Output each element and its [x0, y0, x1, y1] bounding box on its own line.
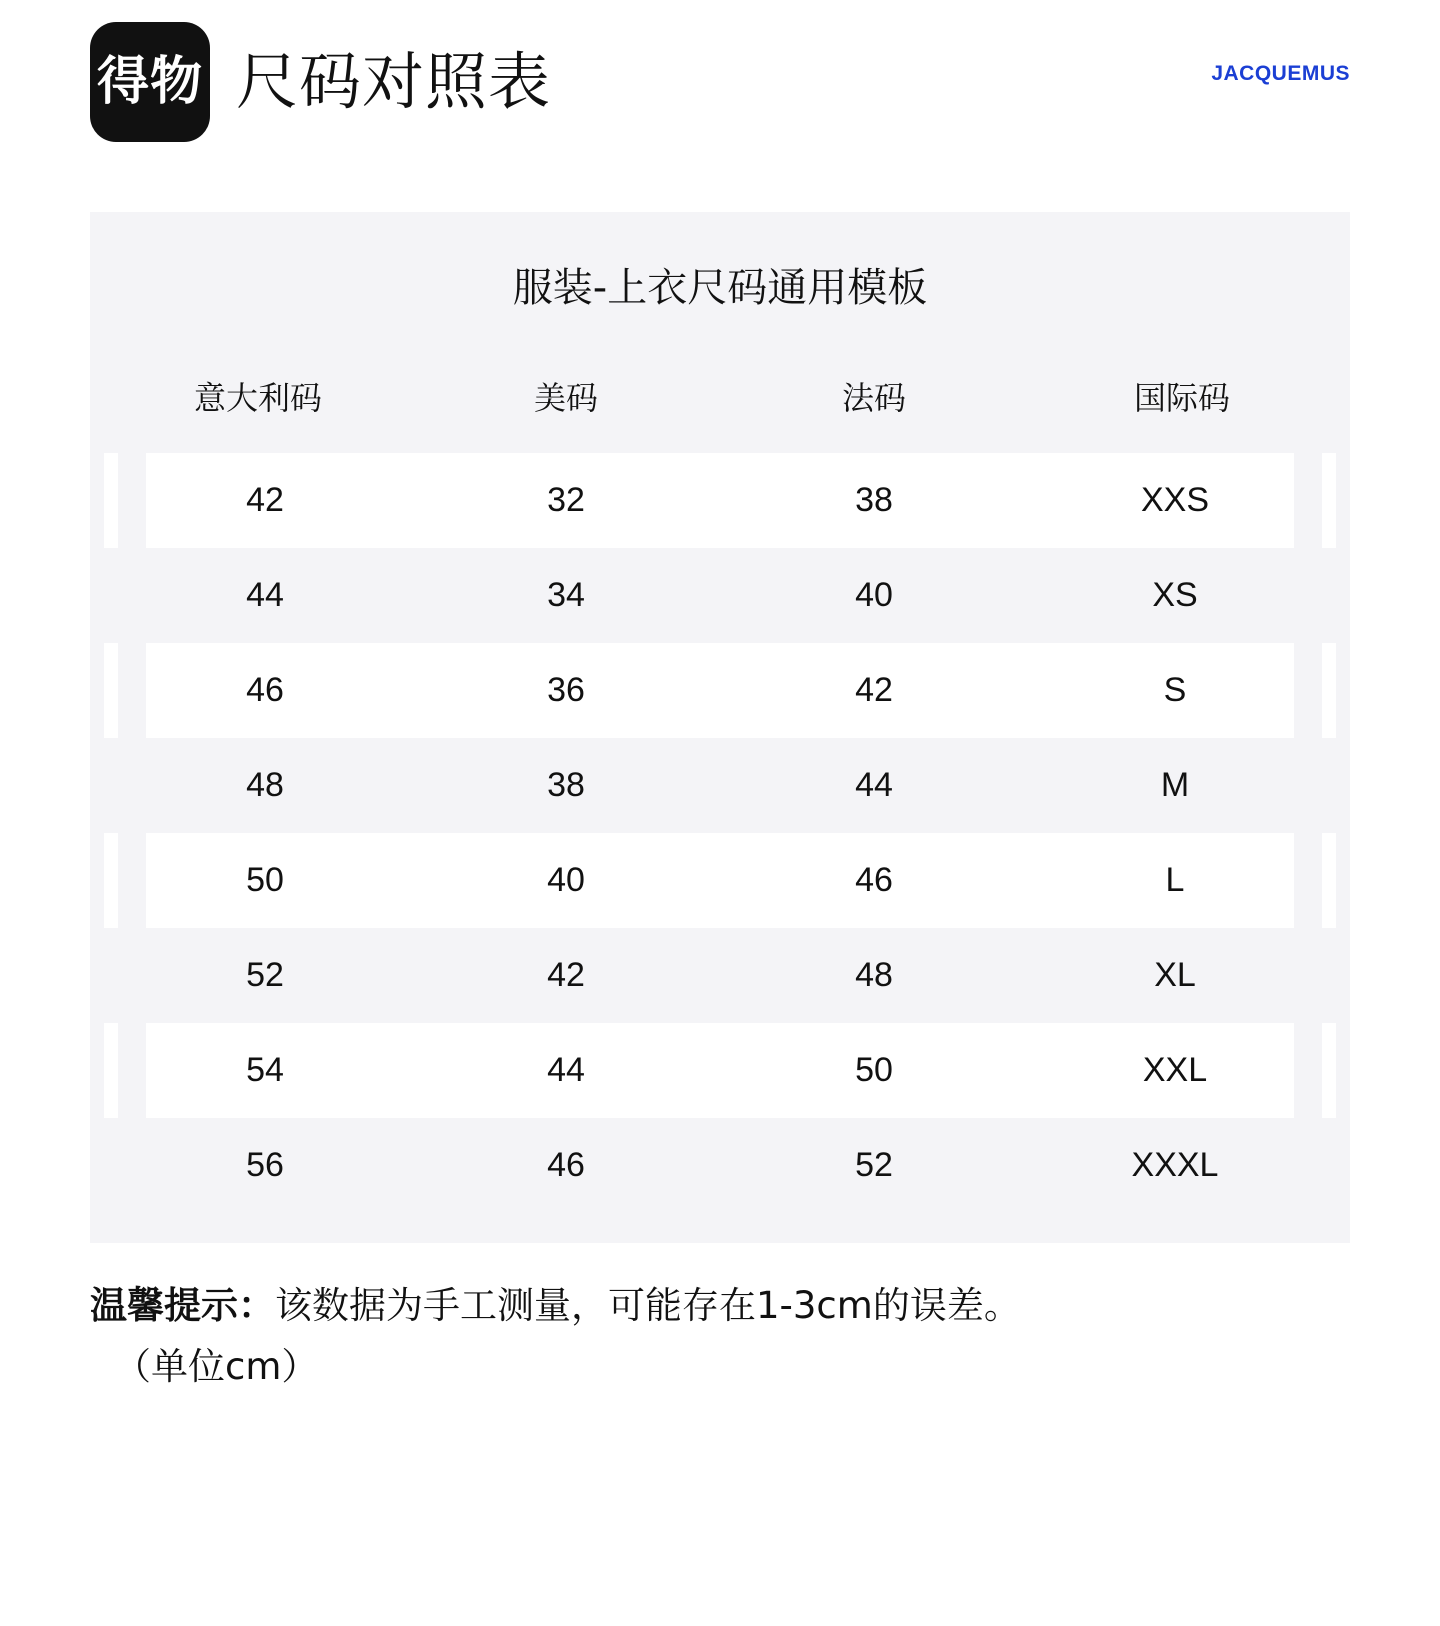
table-row: [104, 453, 1336, 548]
cell-french: 46: [720, 833, 1028, 928]
cell-international: M: [1028, 738, 1336, 833]
size-table-head: [104, 355, 1336, 453]
column-header-us: 美码: [533, 379, 598, 417]
size-chart-title: 服装-上衣尺码通用模板: [512, 265, 928, 311]
table-row: [104, 738, 1336, 833]
cell-italian: 50: [104, 833, 412, 928]
cell-italian: 48: [104, 738, 412, 833]
cell-international: XXL: [1028, 1023, 1336, 1118]
cell-french: 48: [720, 928, 1028, 1023]
note-text: 该数据为手工测量，可能存在1-3cm的误差。: [275, 1284, 1021, 1327]
cell-italian: 54: [104, 1023, 412, 1118]
table-row: [104, 833, 1336, 928]
dewu-logo-icon: [90, 22, 210, 142]
logo-text: 得物: [96, 52, 203, 112]
footer-note: [90, 1277, 1350, 1396]
column-header-french: 法码: [841, 379, 906, 417]
cell-us: 42: [412, 928, 720, 1023]
table-row: [104, 643, 1336, 738]
cell-international: L: [1028, 833, 1336, 928]
cell-french: 50: [720, 1023, 1028, 1118]
cell-us: 34: [412, 548, 720, 643]
cell-italian: 56: [104, 1118, 412, 1213]
page-title: 尺码对照表: [236, 45, 552, 118]
cell-us: 38: [412, 738, 720, 833]
note-unit: （单位cm）: [114, 1345, 319, 1389]
cell-us: 32: [412, 453, 720, 548]
table-row: [104, 1023, 1336, 1118]
note-label: 温馨提示：: [90, 1284, 275, 1327]
cell-italian: 46: [104, 643, 412, 738]
cell-french: 38: [720, 453, 1028, 548]
cell-international: XXXL: [1028, 1118, 1336, 1213]
cell-italian: 42: [104, 453, 412, 548]
cell-italian: 44: [104, 548, 412, 643]
cell-french: 40: [720, 548, 1028, 643]
table-row: [104, 1118, 1336, 1213]
cell-international: XXS: [1028, 453, 1336, 548]
cell-us: 40: [412, 833, 720, 928]
size-chart-card: [90, 212, 1350, 1243]
header-left-group: [90, 22, 1350, 142]
cell-french: 52: [720, 1118, 1028, 1213]
brand-logo: JACQUEMUS: [1211, 62, 1350, 85]
cell-italian: 52: [104, 928, 412, 1023]
table-row: [104, 928, 1336, 1023]
cell-international: XS: [1028, 548, 1336, 643]
cell-french: 42: [720, 643, 1028, 738]
column-header-italian: 意大利码: [193, 379, 322, 417]
cell-us: 44: [412, 1023, 720, 1118]
size-table: [90, 355, 1350, 1213]
cell-us: 36: [412, 643, 720, 738]
table-row: [104, 548, 1336, 643]
card-bottom-spacer: [90, 1213, 1350, 1243]
table-header-row: [104, 355, 1336, 453]
cell-international: XL: [1028, 928, 1336, 1023]
page-header: [0, 0, 1440, 160]
column-header-international: 国际码: [1133, 379, 1230, 417]
size-table-body: [104, 453, 1336, 1213]
cell-french: 44: [720, 738, 1028, 833]
cell-us: 46: [412, 1118, 720, 1213]
cell-international: S: [1028, 643, 1336, 738]
